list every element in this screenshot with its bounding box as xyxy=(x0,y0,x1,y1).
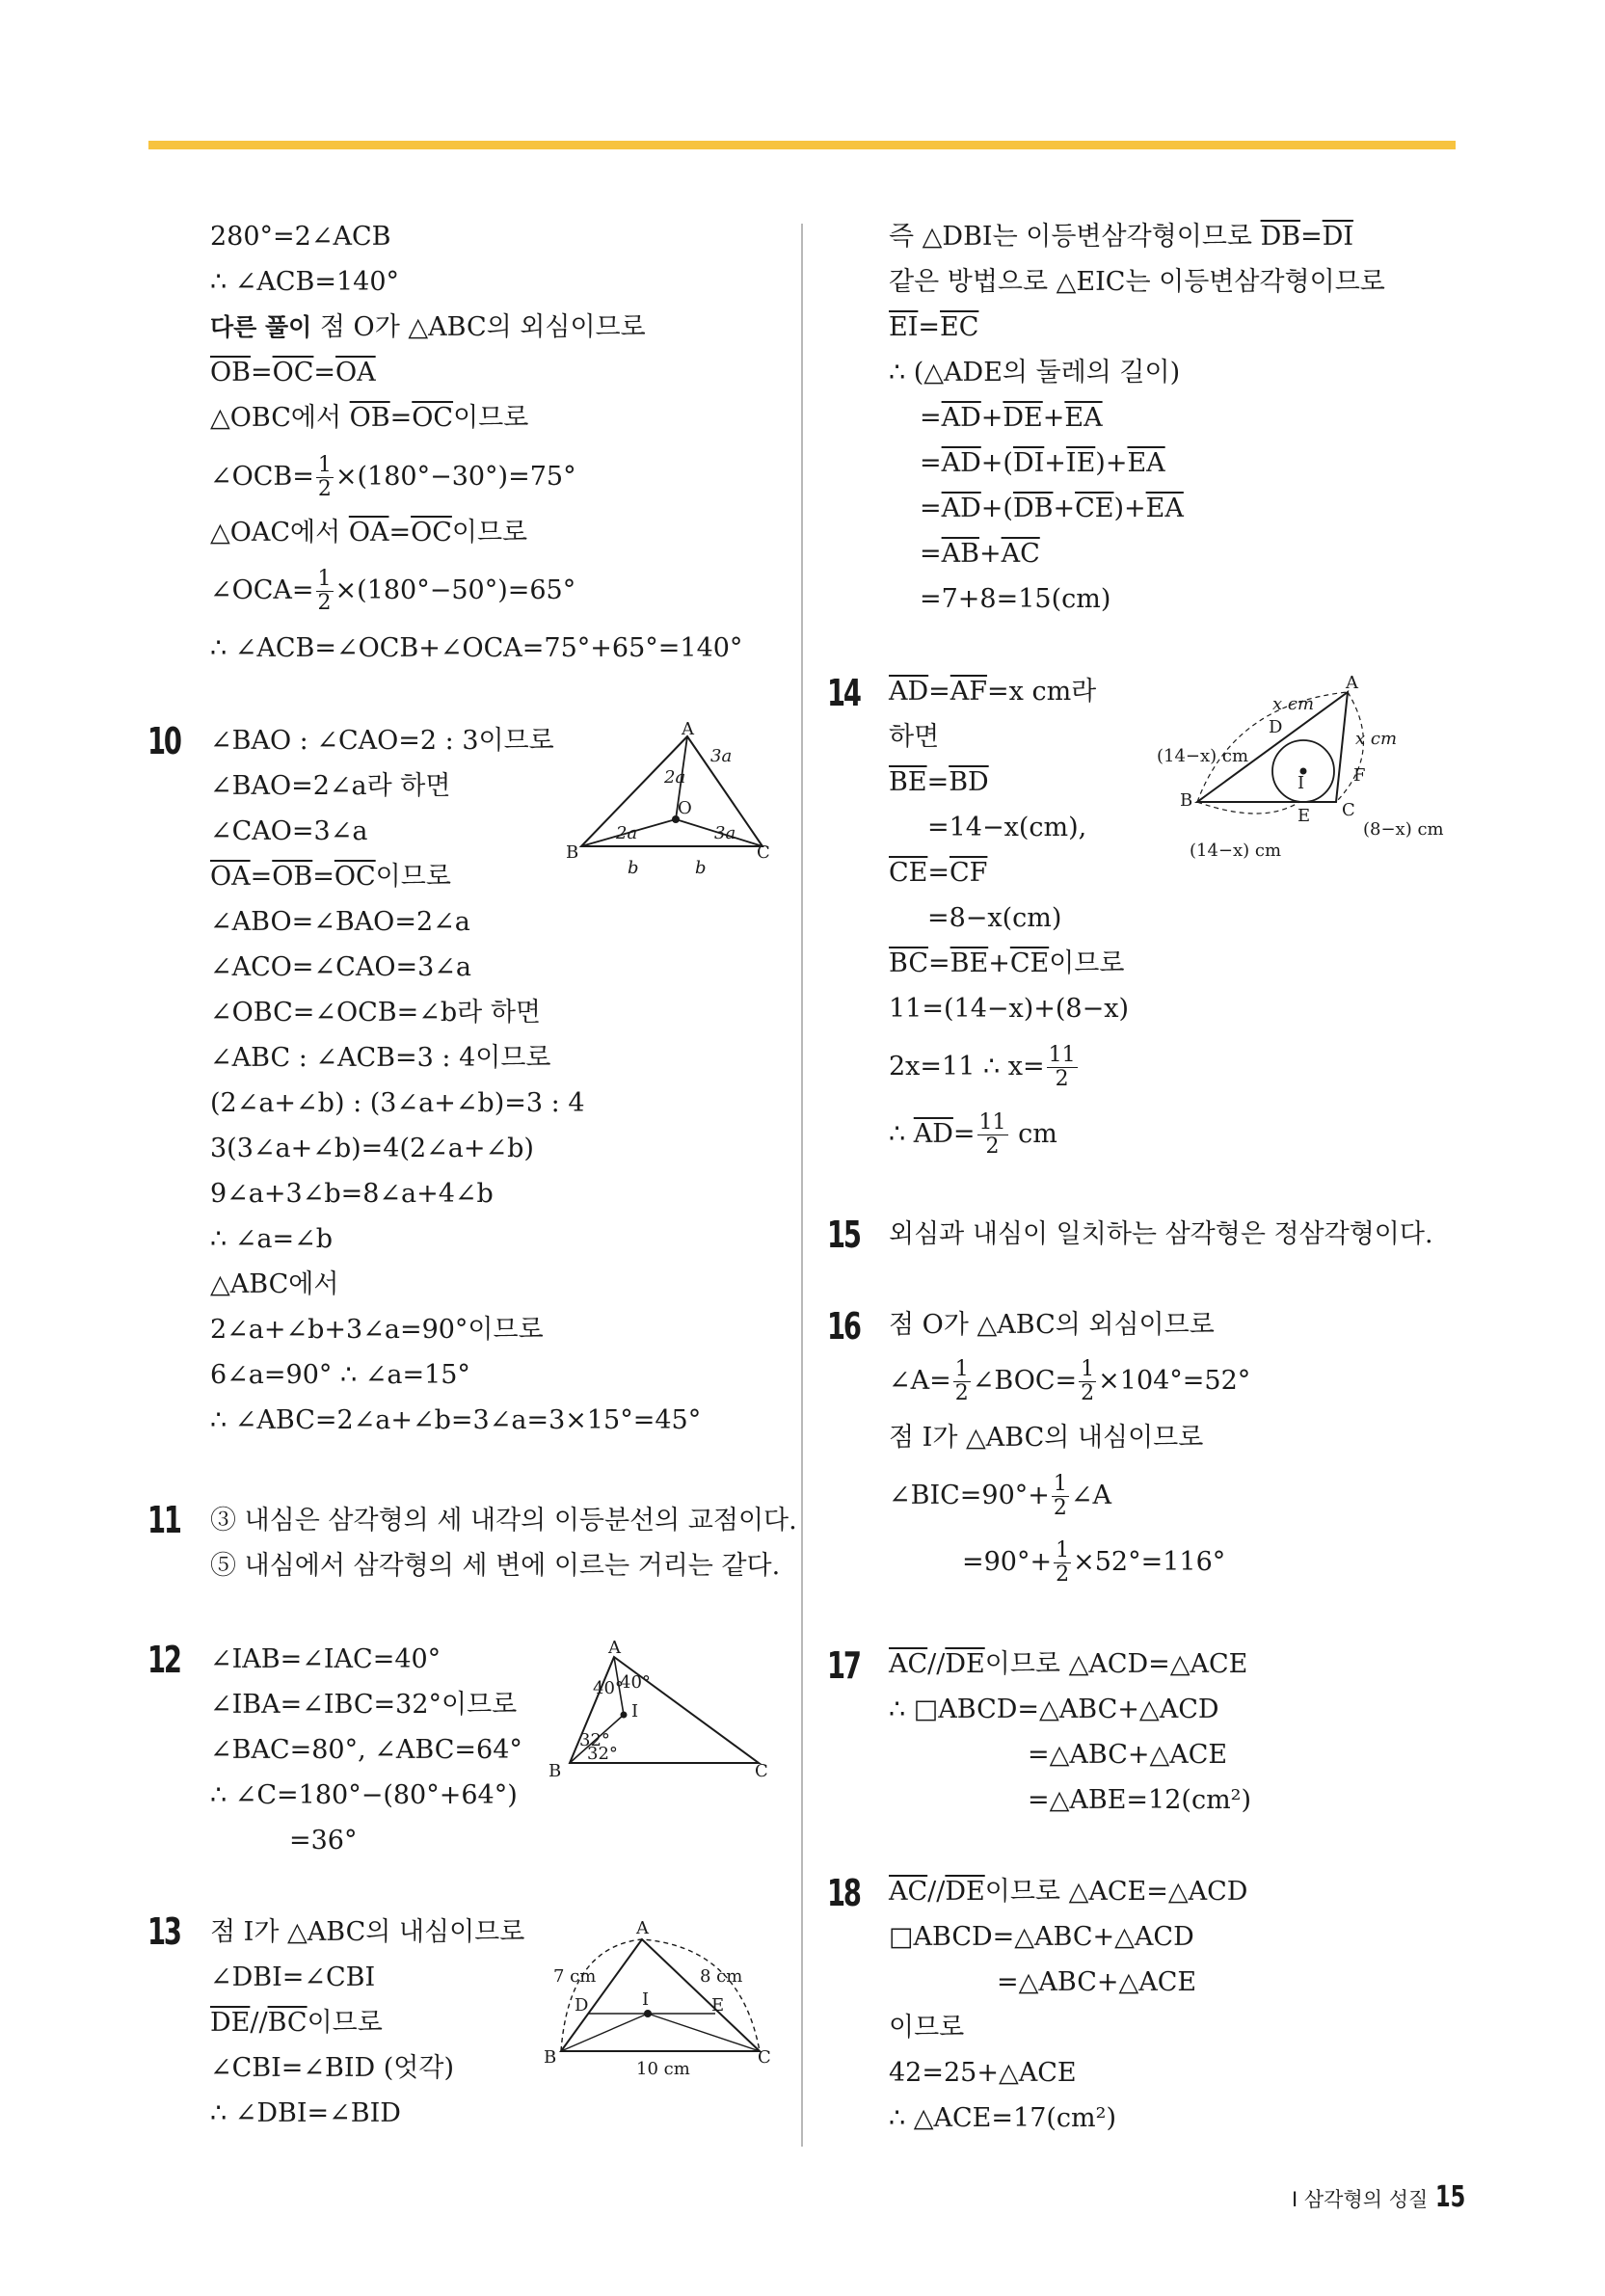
text: 이므로 △ACD=△ACE xyxy=(984,1649,1248,1679)
label-a: A xyxy=(608,1638,621,1658)
point-i xyxy=(621,1712,628,1719)
fraction xyxy=(1079,1358,1096,1405)
segment: $\overline{DI}$ xyxy=(1012,448,1045,478)
text-line: ∠ABC : ∠ACB=3 : 4이므로 xyxy=(210,1043,551,1073)
text-line: =△ABE=12(cm²) xyxy=(1028,1785,1252,1815)
denominator: 2 xyxy=(954,1381,969,1405)
text-line: 점 I가 △ABC의 내심이므로 xyxy=(210,1917,525,1947)
length-label: x cm xyxy=(1272,694,1315,714)
problem-number: 15 xyxy=(827,1214,860,1256)
label-b: B xyxy=(548,1761,562,1781)
label-i: I xyxy=(1297,773,1305,793)
angle-label: 3a xyxy=(710,746,733,766)
segment: $\overline{DI}$ xyxy=(1322,222,1354,252)
angle-label: 40° xyxy=(593,1678,624,1698)
length-label: 10 cm xyxy=(636,2059,690,2079)
text: ×(180°−30°)=75° xyxy=(334,462,576,492)
segment: $\overline{AD}$ xyxy=(941,448,981,478)
text-line: ∠CAO=3∠a xyxy=(210,816,368,846)
fraction: $\frac{1}{2}$ xyxy=(317,453,332,501)
text-line: $\overline{AC}//\overline{DE}$이므로 △ACD=△ACE xyxy=(889,1649,1248,1679)
problem-number: 14 xyxy=(827,672,860,714)
text-line: 즉 △DBI는 이등변삼각형이므로 $\overline{DB}=\overline{DI}$ xyxy=(889,222,1354,252)
text: 이므로 xyxy=(307,2008,383,2038)
text-line xyxy=(962,1538,1225,1587)
text-line: 9∠a+3∠b=8∠a+4∠b xyxy=(210,1179,494,1209)
text-line: ∠BAO=2∠a라 하면 xyxy=(210,771,451,801)
text-line xyxy=(889,1357,1250,1405)
numerator: 1 xyxy=(1056,1538,1070,1562)
figure-triangle-incenter-13 xyxy=(540,1918,781,2082)
alt-solution-line xyxy=(210,311,646,344)
text-line: ∴ (△ADE의 둘레의 길이) xyxy=(889,358,1181,387)
text-line: =36° xyxy=(289,1826,358,1855)
label-e: E xyxy=(711,1995,725,2016)
figure-triangle-incenter-12 xyxy=(547,1638,778,1781)
point-i xyxy=(644,2010,652,2017)
segment: $\overline{AC}$ xyxy=(1001,539,1040,569)
segment-ci xyxy=(648,2014,760,2051)
text-line: (2∠a+∠b) : (3∠a+∠b)=3 : 4 xyxy=(210,1088,585,1118)
text: ∠OCA= xyxy=(210,575,314,605)
text: ×(180°−50°)=65° xyxy=(334,575,576,605)
fraction xyxy=(1052,1473,1069,1520)
segment: $\overline{AD}$ xyxy=(889,677,929,707)
text-line: =△ABC+△ACE xyxy=(997,1967,1197,1997)
segment: $\overline{DE}$ xyxy=(945,1877,985,1907)
segment: $\overline{OC}$ xyxy=(411,518,452,547)
text: ∠BOC= xyxy=(972,1366,1078,1396)
segment: $\overline{BC}$ xyxy=(889,948,929,978)
segment: $\overline{DE}$ xyxy=(945,1649,985,1679)
segment: $\overline{OC}$ xyxy=(334,862,376,892)
angle-label: 2a xyxy=(616,823,638,843)
denominator: 2 xyxy=(1053,1496,1067,1520)
text-line: ∠BAC=80°, ∠ABC=64° xyxy=(210,1735,522,1765)
text: = xyxy=(952,1119,976,1149)
text: △OAC에서 xyxy=(210,518,349,547)
length-label: x cm xyxy=(1355,729,1398,749)
numerator: 1 xyxy=(1053,1472,1067,1496)
denominator: 2 xyxy=(1081,1381,1095,1405)
text-line: ∠IAB=∠IAC=40° xyxy=(210,1644,441,1674)
text-line: ∴ ∠C=180°−(80°+64°) xyxy=(210,1780,518,1810)
fraction xyxy=(1047,1044,1078,1091)
text-line: ∴ ∠ABC=2∠a+∠b=3∠a=3×15°=45° xyxy=(210,1405,702,1435)
segment: $\overline{OA}$ xyxy=(210,862,251,892)
angle-label: 3a xyxy=(714,823,736,843)
label-e: E xyxy=(1297,806,1311,826)
text-line: 하면 xyxy=(889,722,940,752)
label-d: D xyxy=(575,1995,589,2016)
segment: $\overline{OC}$ xyxy=(412,403,454,433)
segment: $\overline{OB}$ xyxy=(349,403,390,433)
segment: $\overline{EA}$ xyxy=(1145,494,1184,523)
segment: $\overline{OA}$ xyxy=(348,518,389,547)
text-line: ∠ACO=∠CAO=3∠a xyxy=(210,952,471,982)
text-line: $\overline{OB}=\overline{OC}=\overline{OA}$ xyxy=(210,358,376,387)
text: 이므로 xyxy=(1049,948,1125,978)
text-line xyxy=(889,1110,1057,1159)
text: 이므로 △ACE=△ACD xyxy=(984,1877,1248,1907)
figure-incircle-14 xyxy=(1157,675,1456,868)
segment: $\overline{AD}$ xyxy=(913,1119,953,1149)
segment: $\overline{AC}$ xyxy=(889,1649,928,1679)
segment: $\overline{EI}$ xyxy=(889,312,919,342)
denominator: 2 xyxy=(985,1135,1000,1159)
text: 이므로 xyxy=(451,518,528,547)
angle-label: b xyxy=(695,858,707,878)
text: =90°+ xyxy=(962,1547,1053,1577)
text-line: $\overline{AC}//\overline{DE}$이므로 △ACE=△ACD xyxy=(889,1877,1248,1907)
text-line: 외심과 내심이 일치하는 삼각형은 정삼각형이다. xyxy=(889,1219,1433,1249)
text-line: =14−x(cm), xyxy=(927,813,1087,842)
text-line: $\overline{BC}=\overline{BE}+\overline{CE}$이므로 xyxy=(889,948,1125,978)
triangle-abc xyxy=(561,1939,760,2051)
text: cm xyxy=(1009,1119,1057,1149)
text: 즉 △DBI는 이등변삼각형이므로 xyxy=(889,222,1261,252)
segment: $\overline{AB}$ xyxy=(941,539,979,569)
segment: $\overline{CE}$ xyxy=(1075,494,1114,523)
text-line: $=\overline{AD}+\overline{DE}+\overline{EA}$ xyxy=(920,403,1103,433)
text: ×52°=116° xyxy=(1073,1547,1226,1577)
header-accent-bar xyxy=(148,141,1456,149)
text: △OBC에서 xyxy=(210,403,350,433)
segment: $\overline{EA}$ xyxy=(1064,403,1103,433)
segment: $\overline{AC}$ xyxy=(889,1877,928,1907)
text-line: 2∠a+∠b+3∠a=90°이므로 xyxy=(210,1315,544,1345)
segment: $\overline{CE}$ xyxy=(1009,948,1050,978)
segment: $\overline{OC}$ xyxy=(272,358,314,387)
label-c: C xyxy=(755,1761,768,1781)
text: =x cm라 xyxy=(987,677,1097,707)
text: ∴ xyxy=(889,1119,914,1149)
segment: $\overline{AD}$ xyxy=(941,403,981,433)
text-line: ∴ △ACE=17(cm²) xyxy=(889,2103,1116,2133)
problem-number: 18 xyxy=(827,1872,860,1914)
label-a: A xyxy=(1346,673,1358,693)
text-line: ⑤ 내심에서 삼각형의 세 변에 이르는 거리는 같다. xyxy=(210,1551,781,1581)
text-line: $\overline{AD}=\overline{AF}=x$ cm라 xyxy=(889,677,1097,707)
problem-number: 16 xyxy=(827,1305,860,1348)
numerator: 11 xyxy=(1048,1043,1076,1067)
segment: $\overline{IE}$ xyxy=(1065,448,1096,478)
page-number: 15 xyxy=(1435,2180,1466,2214)
segment: $\overline{EA}$ xyxy=(1127,448,1165,478)
angle-label: 32° xyxy=(587,1744,618,1764)
text-line: =7+8=15(cm) xyxy=(920,584,1111,614)
text: ∠BIC=90°+ xyxy=(889,1481,1050,1510)
problem-number: 13 xyxy=(147,1910,180,1953)
fraction xyxy=(953,1358,971,1405)
label-i: I xyxy=(631,1701,639,1722)
text-line: ∴ □ABCD=△ABC+△ACD xyxy=(889,1695,1219,1724)
segment: $\overline{BE}$ xyxy=(950,948,989,978)
alt-solution-label: 다른 풀이 xyxy=(210,313,312,341)
fraction: $\frac{1}{2}$ xyxy=(317,567,332,615)
segment: $\overline{OA}$ xyxy=(335,358,376,387)
text: 2x=11 ∴ x= xyxy=(889,1052,1045,1081)
column-divider xyxy=(801,224,803,2147)
text-line: =△ABC+△ACE xyxy=(1028,1740,1228,1770)
length-label: 8 cm xyxy=(700,1966,743,1987)
text-line: 점 O가 △ABC의 외심이므로 xyxy=(889,1310,1215,1340)
segment: $\overline{CE}$ xyxy=(889,858,928,888)
text-line: △OBC에서 $\overline{OB}=\overline{OC}$이므로 xyxy=(210,403,529,433)
text-line xyxy=(889,1043,1080,1091)
text-line: =8−x(cm) xyxy=(927,903,1062,933)
numerator: 1 xyxy=(1081,1357,1095,1381)
angle-label: 40° xyxy=(620,1672,651,1693)
text-line: 6∠a=90° ∴ ∠a=15° xyxy=(210,1360,470,1390)
text-line xyxy=(889,1472,1111,1520)
text-line: ∴ ∠ACB=∠OCB+∠OCA=75°+65°=140° xyxy=(210,633,743,663)
text-line: $\overline{BE}=\overline{BD}$ xyxy=(889,767,989,797)
length-label: (14−x) cm xyxy=(1190,841,1282,861)
text-line: ∴ ∠a=∠b xyxy=(210,1224,334,1254)
numerator: 11 xyxy=(978,1110,1006,1135)
label-d: D xyxy=(1269,717,1283,737)
fraction xyxy=(1054,1539,1071,1587)
text-line: ∠CBI=∠BID (엇각) xyxy=(210,2053,455,2083)
segment: $\overline{BE}$ xyxy=(889,767,927,797)
text: 이므로 xyxy=(375,862,451,892)
text-line: ∠IBA=∠IBC=32°이므로 xyxy=(210,1690,518,1720)
text-line: ∴ ∠ACB=140° xyxy=(210,267,400,297)
text-line xyxy=(210,567,575,615)
text-line: $\overline{OA}=\overline{OB}=\overline{OC}$이므로 xyxy=(210,862,451,892)
text-line: 같은 방법으로 △EIC는 이등변삼각형이므로 xyxy=(889,267,1385,297)
segment: $\overline{DB}$ xyxy=(1260,222,1301,252)
text: ∠A= xyxy=(889,1366,951,1396)
text-line: 이므로 xyxy=(889,2013,965,2042)
text-line: $=\overline{AD}+(\overline{DB}+\overline{CE})+\overline{EA}$ xyxy=(920,494,1184,523)
text-line: ∠BAO : ∠CAO=2 : 3이므로 xyxy=(210,726,554,756)
segment: $\overline{DE}$ xyxy=(1003,403,1043,433)
figure-triangle-circumcenter xyxy=(564,719,776,878)
text: ∠OCB= xyxy=(210,462,314,492)
text-line: 42=25+△ACE xyxy=(889,2058,1077,2088)
label-i: I xyxy=(642,1989,650,2010)
label-c: C xyxy=(1342,800,1355,820)
text-line: 점 I가 △ABC의 내심이므로 xyxy=(889,1423,1204,1453)
segment: $\overline{EC}$ xyxy=(940,312,979,342)
segment: $\overline{AD}$ xyxy=(941,494,981,523)
label-b: B xyxy=(544,2047,557,2068)
text-line: △ABC에서 xyxy=(210,1269,339,1299)
length-label: 7 cm xyxy=(553,1966,597,1987)
section-title: Ⅰ 삼각형의 성질 xyxy=(1292,2188,1429,2211)
text: 이므로 xyxy=(453,403,529,433)
angle-label: b xyxy=(628,858,639,878)
text-line: 11=(14−x)+(8−x) xyxy=(889,994,1129,1024)
label-c: C xyxy=(757,842,770,863)
segment: $\overline{BD}$ xyxy=(949,767,989,797)
label-c: C xyxy=(758,2047,771,2068)
text-line: ∠OBC=∠OCB=∠b라 하면 xyxy=(210,998,541,1028)
denominator: 2 xyxy=(1055,1067,1069,1091)
text: 점 O가 △ABC의 외심이므로 xyxy=(311,312,646,342)
text-line: $\overline{CE}=\overline{CF}$ xyxy=(889,858,988,888)
segment: $\overline{AF}$ xyxy=(950,677,988,707)
text: ∠A xyxy=(1070,1481,1112,1510)
denominator: 2 xyxy=(1056,1562,1070,1587)
text-line: ∠ABO=∠BAO=2∠a xyxy=(210,907,470,937)
text-line: ∠DBI=∠CBI xyxy=(210,1962,376,1992)
label-a: A xyxy=(636,1918,649,1938)
label-f: F xyxy=(1353,765,1366,786)
length-label: (8−x) cm xyxy=(1363,819,1444,840)
angle-label: 2a xyxy=(664,767,686,788)
length-label: (14−x) cm xyxy=(1157,746,1249,766)
segment: $\overline{OB}$ xyxy=(210,358,251,387)
segment: $\overline{OB}$ xyxy=(272,862,313,892)
label-o: O xyxy=(678,798,692,818)
label-b: B xyxy=(1180,790,1193,811)
problem-number: 10 xyxy=(147,720,180,762)
problem-number: 11 xyxy=(147,1499,180,1541)
fraction xyxy=(977,1111,1008,1159)
label-b: B xyxy=(566,842,579,863)
problem-number: 12 xyxy=(147,1639,180,1681)
segment: $\overline{DE}$ xyxy=(210,2008,251,2038)
text-line: $\overline{DE}//\overline{BC}$이므로 xyxy=(210,2008,383,2038)
text-line xyxy=(210,453,576,501)
label-a: A xyxy=(682,719,694,739)
numerator: 1 xyxy=(954,1357,969,1381)
text-line: ∴ ∠DBI=∠BID xyxy=(210,2098,401,2128)
text-line: ③ 내심은 삼각형의 세 내각의 이등분선의 교점이다. xyxy=(210,1506,797,1535)
text-line: $=\overline{AB}+\overline{AC}$ xyxy=(920,539,1040,569)
text-line: $=\overline{AD}+(\overline{DI}+\overline{IE})+\overline{EA}$ xyxy=(920,448,1165,478)
segment: $\overline{DB}$ xyxy=(1012,494,1054,523)
problem-number: 17 xyxy=(827,1644,860,1687)
angle-label: 32° xyxy=(579,1730,610,1750)
text-line: △OAC에서 $\overline{OA}=\overline{OC}$이므로 xyxy=(210,518,528,547)
text-line: $\overline{EI}=\overline{EC}$ xyxy=(889,312,979,342)
text-line: □ABCD=△ABC+△ACD xyxy=(889,1922,1194,1952)
dashed-arc xyxy=(1197,802,1299,814)
text-line: 280°=2∠ACB xyxy=(210,222,391,252)
segment: $\overline{BC}$ xyxy=(267,2008,308,2038)
segment: $\overline{CF}$ xyxy=(950,858,988,888)
page-footer xyxy=(1292,2180,1476,2214)
text: ×104°=52° xyxy=(1098,1366,1251,1396)
text-line: 3(3∠a+∠b)=4(2∠a+∠b) xyxy=(210,1134,534,1163)
